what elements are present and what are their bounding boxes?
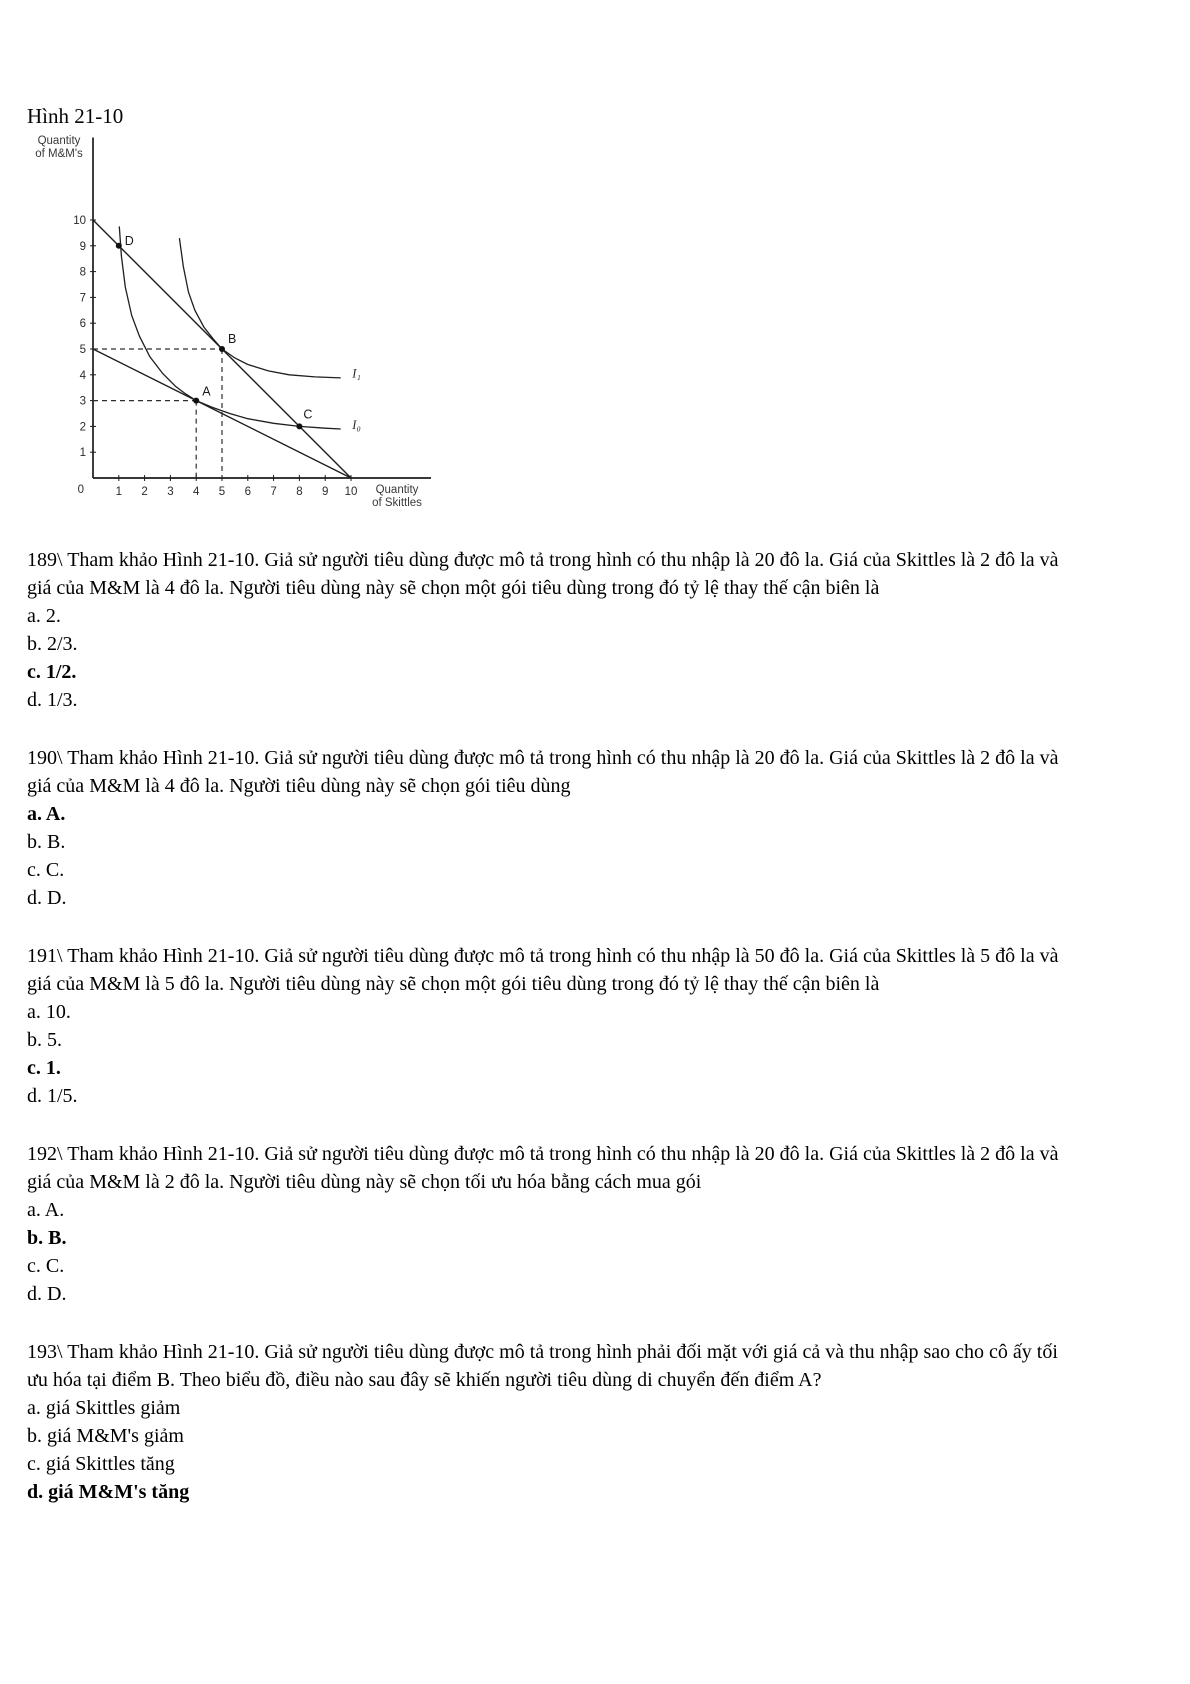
curve-label: I₁: [352, 366, 361, 381]
y-tick-label: 5: [79, 344, 86, 356]
y-tick-label: 2: [79, 421, 86, 434]
x-tick-label: 5: [218, 486, 226, 498]
point-label-D: D: [124, 233, 134, 248]
curve-label: I₀: [352, 418, 361, 433]
option-d-answer: d. giá M&M's tăng: [27, 1481, 190, 1503]
question-191: [27, 942, 1078, 1110]
option-d: d. D.: [27, 887, 67, 909]
x-tick-label: 7: [270, 486, 277, 498]
option-b: b. B.: [27, 831, 66, 853]
x-tick-label: 8: [296, 486, 303, 498]
y-tick-label: 8: [79, 266, 86, 279]
option-b: b. giá M&M's giảm: [27, 1425, 184, 1447]
point-A: [193, 398, 199, 404]
point-D: [116, 243, 122, 249]
figure-chart-svg: [29, 132, 464, 516]
option-d: d. 1/5.: [27, 1085, 78, 1107]
question-text: 190\ Tham khảo Hình 21-10. Giả sử người tiêu dùng được mô tả trong hình có thu nhập là 20 đô la. Giá của Skittles là 2 đô la và giá của M&M là 4 đô la. Người tiêu dùng này sẽ chọn gói tiêu dùng: [27, 747, 1059, 797]
option-d: d. D.: [27, 1283, 67, 1305]
question-193: [27, 1338, 1078, 1506]
point-label-B: B: [228, 332, 237, 346]
option-c: c. C.: [27, 859, 65, 881]
option-c-answer: c. 1.: [27, 1057, 61, 1079]
option-a-answer: a. A.: [27, 803, 66, 825]
x-tick-label: 2: [141, 486, 148, 498]
y-tick-label: 9: [79, 240, 86, 253]
y-axis-title-line1: Quantity: [37, 135, 81, 147]
x-tick-label: 6: [244, 486, 252, 498]
option-b: b. 2/3.: [27, 633, 78, 655]
x-tick-label: 3: [167, 486, 174, 498]
x-tick-label: 10: [344, 486, 358, 498]
x-axis-title-line1: Quantity: [375, 484, 419, 496]
option-a: a. 2.: [27, 605, 61, 627]
option-c: c. C.: [27, 1255, 65, 1277]
question-text: 191\ Tham khảo Hình 21-10. Giả sử người tiêu dùng được mô tả trong hình có thu nhập là 50 đô la. Giá của Skittles là 5 đô la và giá của M&M là 5 đô la. Người tiêu dùng này sẽ chọn một gói tiêu dùng trong đó tỷ lệ thay thế cận biên là: [27, 945, 1059, 995]
point-label-C: C: [303, 407, 313, 422]
x-axis-title-line2: of Skittles: [372, 497, 422, 509]
x-tick-label: 4: [192, 486, 200, 498]
origin-label: 0: [77, 484, 84, 496]
figure-chart: [29, 132, 464, 516]
question-text: 193\ Tham khảo Hình 21-10. Giả sử người tiêu dùng được mô tả trong hình phải đối mặt với giá cả và thu nhập sao cho cô ấy tối ưu hóa tại điểm B. Theo biểu đồ, điều nào sau đây sẽ khiến người tiêu dùng di chuyển đến điểm A?: [27, 1341, 1058, 1391]
question-190: [27, 744, 1078, 912]
point-C: [296, 423, 302, 429]
figure-title: Hình 21-10: [27, 104, 124, 128]
point-label-A: A: [202, 384, 211, 399]
option-b: b. 5.: [27, 1029, 62, 1051]
indifference-curve-2: [119, 226, 340, 429]
question-text: 192\ Tham khảo Hình 21-10. Giả sử người tiêu dùng được mô tả trong hình có thu nhập là 20 đô la. Giá của Skittles là 2 đô la và giá của M&M là 2 đô la. Người tiêu dùng này sẽ chọn tối ưu hóa bằng cách mua gói: [27, 1143, 1059, 1193]
question-189: [27, 546, 1078, 714]
x-tick-label: 9: [321, 486, 329, 498]
option-d: d. 1/3.: [27, 689, 78, 711]
option-b-answer: b. B.: [27, 1227, 67, 1249]
y-tick-label: 7: [79, 292, 86, 305]
option-a: a. A.: [27, 1199, 65, 1221]
y-tick-label: 3: [79, 395, 86, 408]
option-a: a. giá Skittles giảm: [27, 1397, 181, 1419]
y-tick-label: 4: [79, 369, 86, 382]
y-tick-label: 6: [79, 318, 86, 331]
question-192: [27, 1140, 1078, 1308]
option-c: c. giá Skittles tăng: [27, 1453, 175, 1475]
question-text: 189\ Tham khảo Hình 21-10. Giả sử người tiêu dùng được mô tả trong hình có thu nhập là 20 đô la. Giá của Skittles là 2 đô la và giá của M&M là 4 đô la. Người tiêu dùng này sẽ chọn một gói tiêu dùng trong đó tỷ lệ thay thế cận biên là: [27, 549, 1059, 599]
option-a: a. 10.: [27, 1001, 71, 1023]
y-tick-label: 1: [79, 447, 86, 460]
option-c-answer: c. 1/2.: [27, 661, 77, 683]
y-tick-label: 10: [73, 215, 86, 227]
point-B: [219, 346, 225, 352]
x-tick-label: 1: [115, 486, 123, 498]
y-axis-title-line2: of M&M's: [35, 148, 83, 160]
indifference-curve-1: [179, 238, 340, 378]
